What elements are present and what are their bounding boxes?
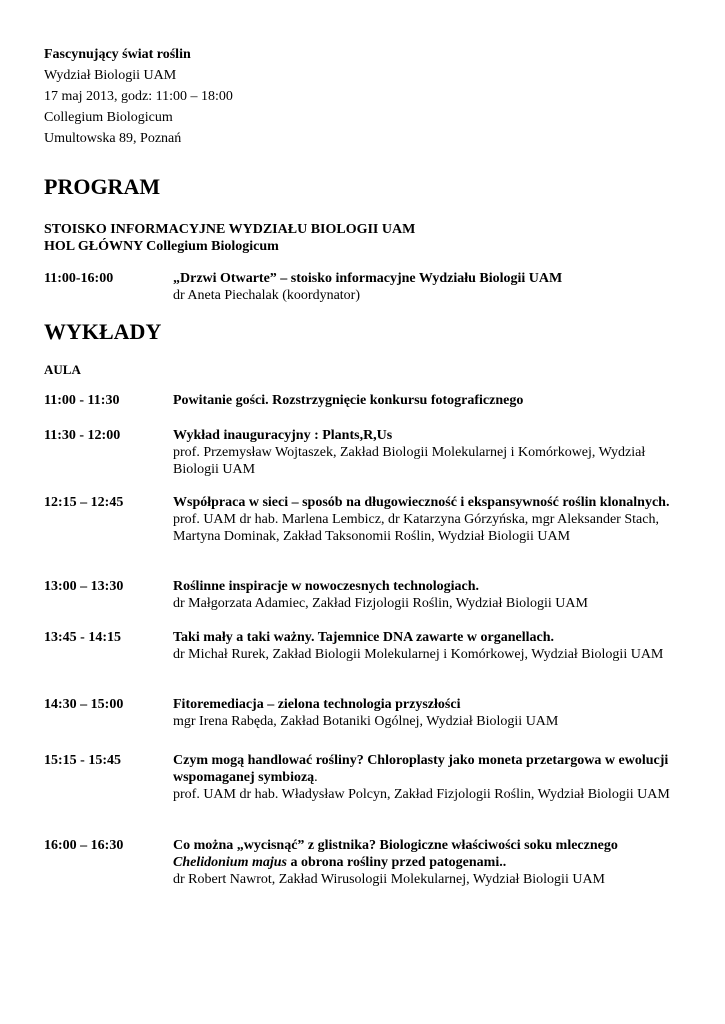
event-date: 17 maj 2013, godz: 11:00 – 18:00	[44, 89, 233, 104]
stoisko-heading	[44, 221, 415, 255]
info-stand-row	[44, 270, 684, 306]
lecture-title	[173, 837, 683, 871]
lecture-title: Czym mogą handlować rośliny? Chloroplasty jako moneta przetargowa w ewolucji wspomaganej symbiozą	[173, 753, 669, 785]
lecture-body	[173, 629, 683, 663]
lecture-title-wrap	[173, 752, 683, 786]
info-stand-person: dr Aneta Piechalak (koordynator)	[173, 288, 360, 303]
lecture-title: Roślinne inspiracje w nowoczesnych technologiach.	[173, 579, 480, 594]
venue: Collegium Biologicum	[44, 110, 173, 125]
lecture-time: 13:00 – 13:30	[44, 579, 124, 594]
address: Umultowska 89, Poznań	[44, 131, 182, 146]
lecture-body	[173, 427, 683, 478]
lecture-title-species: Chelidonium majus	[173, 855, 287, 870]
lecture-person: mgr Irena Rabęda, Zakład Botaniki Ogólnej, Wydział Biologii UAM	[173, 714, 559, 729]
lecture-time: 15:15 - 15:45	[44, 753, 121, 768]
program-title: PROGRAM	[44, 174, 161, 199]
lecture-title: Współpraca w sieci – sposób na długowieczność i ekspansywność roślin klonalnych.	[173, 495, 670, 510]
lecture-time: 11:30 - 12:00	[44, 428, 121, 443]
lecture-person: prof. UAM dr hab. Władysław Polcyn, Zakład Fizjologii Roślin, Wydział Biologii UAM	[173, 787, 670, 802]
lecture-person: dr Małgorzata Adamiec, Zakład Fizjologii Roślin, Wydział Biologii UAM	[173, 596, 588, 611]
event-name: Fascynujący świat roślin	[44, 47, 191, 62]
stoisko-line-2	[44, 238, 415, 255]
lecture-title-part-1: Co można „wycisnąć” z glistnika? Biologiczne właściwości soku mlecznego	[173, 838, 618, 853]
lecture-person: prof. UAM dr hab. Marlena Lembicz, dr Katarzyna Górzyńska, mgr Aleksander Stach, Martyna Dominak, Zakład Taksonomii Roślin, Wydział Biologii UAM	[173, 512, 659, 544]
lecture-title: Taki mały a taki ważny. Tajemnice DNA zawarte w organellach.	[173, 630, 554, 645]
lectures-title: WYKŁADY	[44, 319, 162, 344]
lecture-title: Powitanie gości. Rozstrzygnięcie konkursu fotograficznego	[173, 393, 524, 408]
lecture-title: Fitoremediacja – zielona technologia przyszłości	[173, 697, 461, 712]
lecture-body	[173, 494, 683, 545]
lecture-title: Wykład inauguracyjny : Plants,R,Us	[173, 428, 393, 443]
lecture-person: prof. Przemysław Wojtaszek, Zakład Biologii Molekularnej i Komórkowej, Wydział Biologii UAM	[173, 445, 646, 477]
lecture-title-part-2: a obrona rośliny przed patogenami..	[286, 855, 507, 870]
lecture-person: dr Robert Nawrot, Zakład Wirusologii Molekularnej, Wydział Biologii UAM	[173, 872, 606, 887]
lecture-body	[173, 392, 683, 409]
stoisko-line-1: STOISKO INFORMACYJNE WYDZIAŁU BIOLOGII UAM	[44, 222, 416, 237]
lecture-title-suffix: .	[314, 770, 318, 785]
info-stand-body	[173, 270, 683, 304]
lecture-body	[173, 752, 683, 803]
info-stand-title: „Drzwi Otwarte” – stoisko informacyjne Wydziału Biologii UAM	[173, 271, 563, 286]
lecture-time: 16:00 – 16:30	[44, 838, 124, 853]
event-header	[44, 44, 684, 149]
lecture-time: 11:00 - 11:30	[44, 393, 120, 408]
lecture-time: 13:45 - 14:15	[44, 630, 121, 645]
aula-label: AULA	[44, 362, 81, 377]
lecture-body	[173, 696, 683, 730]
lecture-time: 12:15 – 12:45	[44, 495, 124, 510]
lecture-time: 14:30 – 15:00	[44, 697, 124, 712]
organizer: Wydział Biologii UAM	[44, 68, 177, 83]
stoisko-location: HOL GŁÓWNY	[44, 239, 143, 254]
info-stand-time: 11:00-16:00	[44, 271, 114, 286]
lecture-body	[173, 837, 683, 888]
lecture-person: dr Michał Rurek, Zakład Biologii Molekularnej i Komórkowej, Wydział Biologii UAM	[173, 647, 664, 662]
lecture-body	[173, 578, 683, 612]
stoisko-building: Collegium Biologicum	[142, 239, 279, 254]
